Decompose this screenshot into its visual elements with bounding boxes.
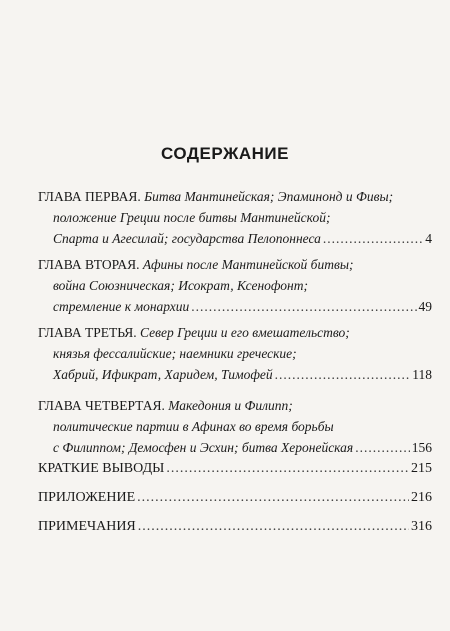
chapter-topic: Спарта и Агесилай; государства Пелопоннеса bbox=[53, 231, 321, 246]
page-number: 156 bbox=[411, 440, 432, 455]
toc-entry-notes bbox=[38, 516, 432, 537]
chapter-label: ГЛАВА ВТОРАЯ. bbox=[38, 257, 140, 272]
page-number: 4 bbox=[425, 231, 432, 246]
page-number: 49 bbox=[418, 299, 432, 314]
chapter-label: ГЛАВА ЧЕТВЕРТАЯ. bbox=[38, 398, 165, 413]
dot-leader bbox=[191, 296, 416, 317]
chapter-topic: князья фессалийские; наемники греческие; bbox=[53, 346, 297, 361]
page-number: 118 bbox=[412, 367, 432, 382]
page-number: 215 bbox=[411, 461, 432, 476]
chapter-label: ГЛАВА ТРЕТЬЯ. bbox=[38, 325, 137, 340]
chapter-label: ГЛАВА ПЕРВАЯ. bbox=[38, 189, 141, 204]
toc-entry-line-1 bbox=[38, 186, 432, 207]
toc-leader-line bbox=[38, 487, 432, 508]
toc-leader-line bbox=[38, 296, 432, 317]
toc-entry-chapter-1 bbox=[38, 186, 432, 249]
dot-leader bbox=[166, 458, 409, 479]
toc-leader-line bbox=[38, 458, 432, 479]
page-number: 316 bbox=[411, 519, 432, 534]
toc-leader-line bbox=[38, 437, 432, 458]
chapter-topic: война Союзническая; Исократ, Ксенофонт; bbox=[53, 278, 308, 293]
dot-leader bbox=[355, 437, 410, 458]
dot-leader bbox=[275, 364, 411, 385]
dot-leader bbox=[137, 487, 409, 508]
chapter-topic: Битва Мантинейская; Эпаминонд и Фивы; bbox=[144, 189, 394, 204]
page-number: 216 bbox=[411, 490, 432, 505]
chapter-topic: политические партии в Афинах во время борьбы bbox=[53, 419, 334, 434]
chapter-topic: стремление к монархии bbox=[53, 299, 190, 314]
chapter-topic: Север Греции и его вмешательство; bbox=[140, 325, 350, 340]
chapter-topic: положение Греции после битвы Мантинейской; bbox=[53, 210, 331, 225]
chapter-topic: Македония и Филипп; bbox=[168, 398, 293, 413]
toc-entry-line-1 bbox=[38, 395, 432, 416]
chapter-topic: с Филиппом; Демосфен и Эсхин; битва Херонейская bbox=[53, 440, 354, 455]
toc-leader-line bbox=[38, 516, 432, 537]
toc-entry-line-1 bbox=[38, 322, 432, 343]
toc-entry-summary bbox=[38, 458, 432, 479]
toc-entry-chapter-4 bbox=[38, 395, 432, 458]
dot-leader bbox=[138, 516, 409, 537]
toc-entry-chapter-3 bbox=[38, 322, 432, 385]
toc-entry-chapter-2 bbox=[38, 254, 432, 317]
section-label: ПРИЛОЖЕНИЕ bbox=[38, 490, 136, 505]
section-label: КРАТКИЕ ВЫВОДЫ bbox=[38, 461, 165, 476]
toc-entry-appendix bbox=[38, 487, 432, 508]
section-label: ПРИМЕЧАНИЯ bbox=[38, 519, 136, 534]
toc-leader-line bbox=[38, 364, 432, 385]
toc-entry-line-1 bbox=[38, 254, 432, 275]
chapter-topic: Афины после Мантинейской битвы; bbox=[142, 257, 354, 272]
toc-leader-line bbox=[38, 228, 432, 249]
page-title: СОДЕРЖАНИЕ bbox=[161, 144, 289, 163]
chapter-topic: Хабрий, Ификрат, Харидем, Тимофей bbox=[53, 367, 273, 382]
dot-leader bbox=[323, 228, 423, 249]
